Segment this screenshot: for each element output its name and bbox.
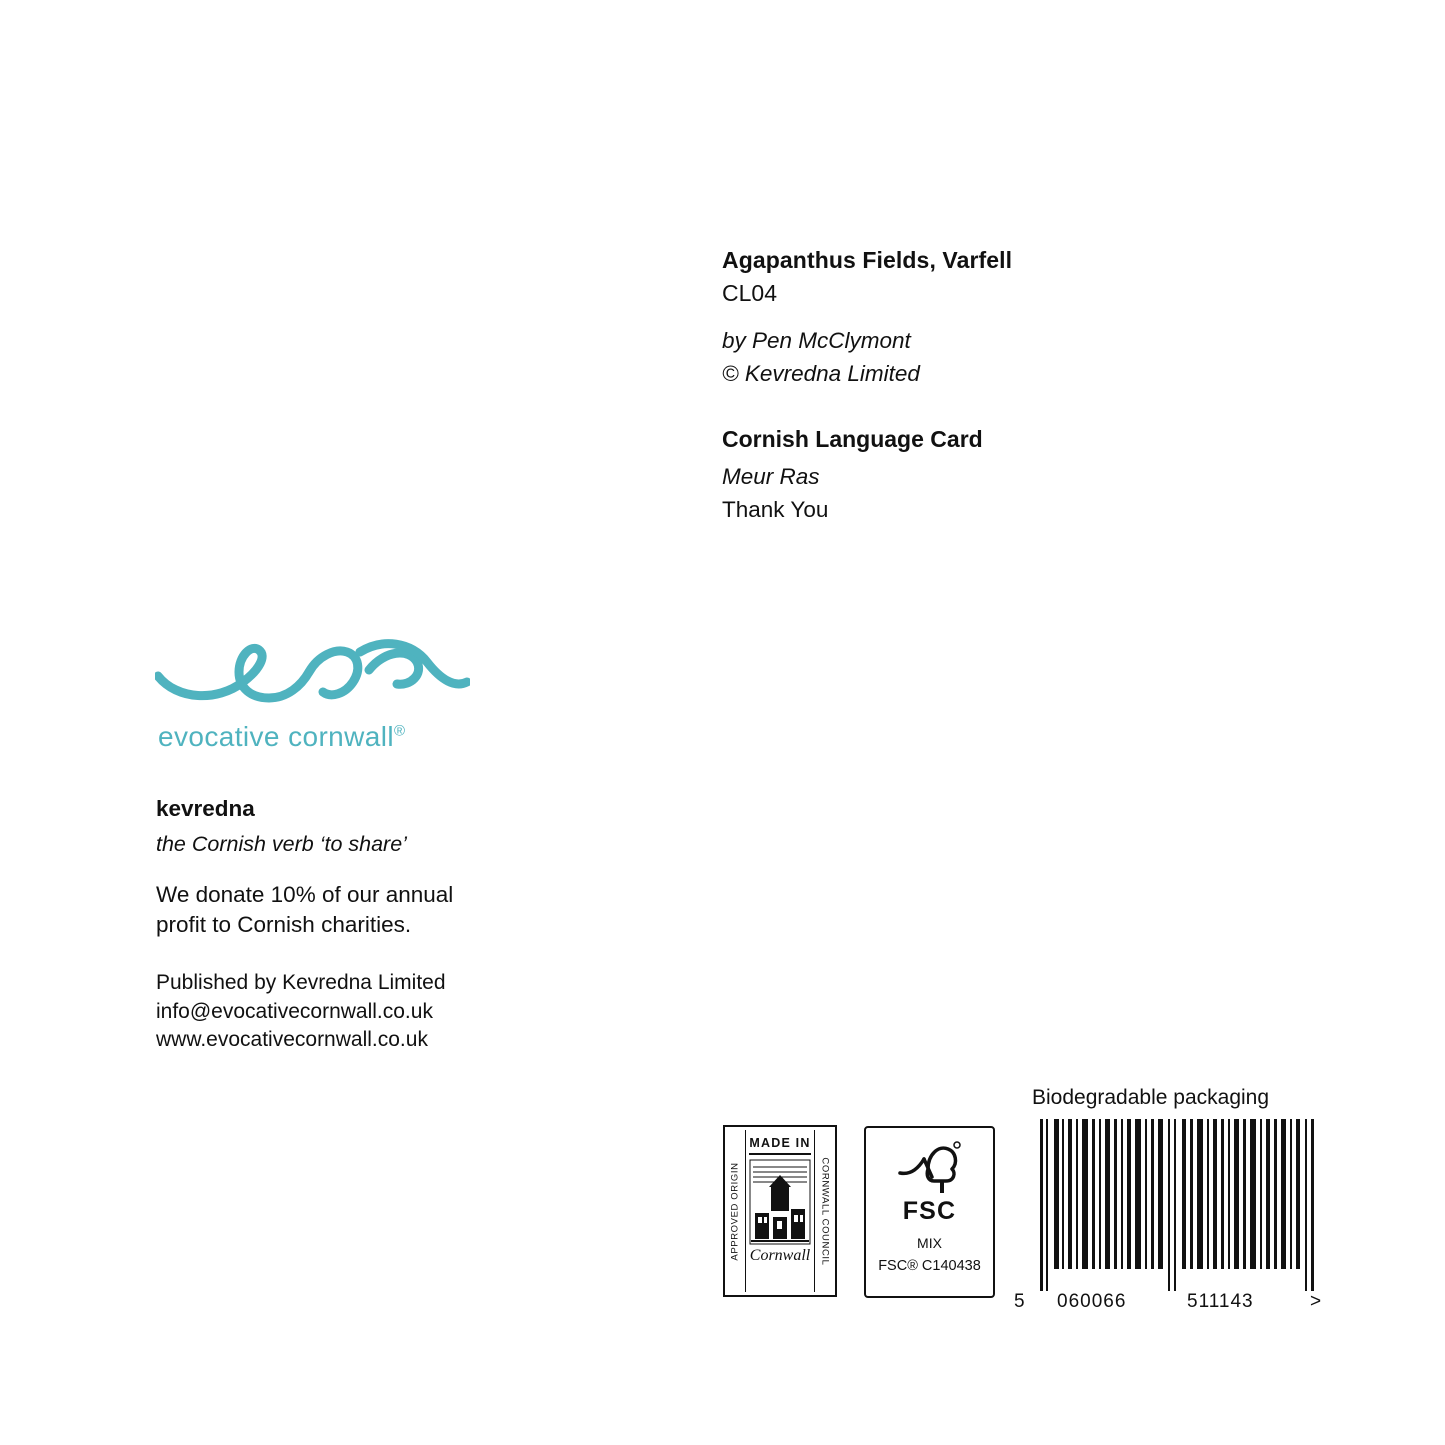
ec-monogram-icon — [155, 630, 470, 715]
stamp-engraving-icon — [749, 1159, 811, 1245]
fsc-tree-icon — [898, 1139, 962, 1195]
publisher-block — [156, 793, 576, 1054]
card-artist: by Pen McClymont — [722, 327, 911, 353]
card-code: CL04 — [722, 279, 777, 306]
brand-name: kevredna — [156, 796, 255, 821]
stamp-top-text: MADE IN — [749, 1136, 811, 1150]
stamp-cornwall-council — [815, 1127, 835, 1295]
published-by: Published by Kevredna Limited — [156, 971, 446, 995]
contact-website: www.evocativecornwall.co.uk — [156, 1027, 428, 1051]
brand-wordmark-text: evocative cornwall — [158, 721, 394, 752]
barcode-trailing: > — [1310, 1291, 1323, 1312]
card-copyright: © Kevredna Limited — [722, 360, 920, 386]
language-phrase-cornish: Meur Ras — [722, 464, 820, 490]
barcode-left-group: 060066 — [1057, 1291, 1127, 1312]
brand-meaning: the Cornish verb ‘to share’ — [156, 831, 407, 856]
stamp-bottom-text: Cornwall — [749, 1246, 811, 1264]
made-in-cornwall-stamp — [723, 1125, 837, 1297]
fsc-code: FSC® C140438 — [878, 1258, 981, 1274]
stamp-approved-origin-text: APPROVED ORIGIN — [729, 1161, 741, 1261]
fsc-certification-badge — [864, 1126, 995, 1298]
barcode — [1014, 1119, 1323, 1312]
language-card-heading: Cornish Language Card — [722, 426, 983, 453]
barcode-lead-digit: 5 — [1014, 1291, 1026, 1312]
fsc-mix-label: MIX — [917, 1235, 942, 1251]
brand-wordmark — [155, 721, 485, 753]
stamp-cornwall-council-text: CORNWALL COUNCIL — [819, 1156, 831, 1266]
barcode-right-group: 511143 — [1187, 1291, 1254, 1312]
stamp-approved-origin — [725, 1127, 745, 1295]
fsc-label: FSC — [902, 1197, 957, 1225]
contact-email: info@evocativecornwall.co.uk — [156, 999, 433, 1023]
page-title: Agapanthus Fields, Varfell — [722, 247, 1013, 273]
stamp-inner — [745, 1130, 815, 1292]
stamp-divider — [749, 1153, 811, 1155]
brand-logo — [155, 630, 485, 753]
card-info-block — [722, 246, 1322, 526]
barcode-bars — [1032, 1119, 1322, 1291]
language-phrase-english: Thank You — [722, 496, 829, 522]
packaging-note: Biodegradable packaging — [1032, 1086, 1270, 1109]
donation-statement: We donate 10% of our annual profit to Cornish charities. — [156, 881, 454, 938]
publisher-details — [156, 969, 576, 1053]
registered-mark: ® — [393, 722, 406, 740]
